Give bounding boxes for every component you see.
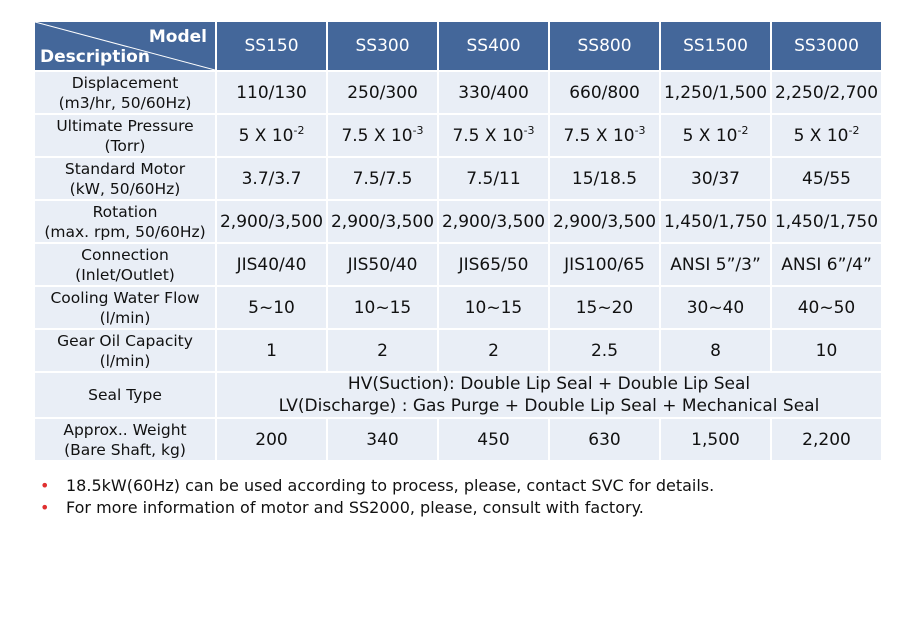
table-cell: JIS100/65 bbox=[550, 244, 659, 285]
table-cell: 7.5/7.5 bbox=[328, 158, 437, 199]
row-label-title: Displacement bbox=[71, 73, 179, 92]
row-label bbox=[35, 419, 215, 460]
row-label-title: Connection bbox=[81, 245, 169, 264]
row-label-unit: (Torr) bbox=[104, 136, 146, 155]
row-label bbox=[35, 287, 215, 328]
spec-row bbox=[35, 72, 881, 113]
bullet-icon: • bbox=[40, 498, 50, 517]
table-cell: 2,200 bbox=[772, 419, 881, 460]
footnotes bbox=[40, 475, 714, 519]
table-cell: 40~50 bbox=[772, 287, 881, 328]
row-label bbox=[35, 201, 215, 242]
table-cell: 1 bbox=[217, 330, 326, 371]
table-cell: 15/18.5 bbox=[550, 158, 659, 199]
table-cell bbox=[661, 115, 770, 156]
table-cell: 1,450/1,750 bbox=[661, 201, 770, 242]
row-label bbox=[35, 115, 215, 156]
row-label-unit: (Bare Shaft, kg) bbox=[64, 440, 186, 459]
row-label bbox=[35, 72, 215, 113]
row-label-title: Gear Oil Capacity bbox=[57, 331, 193, 350]
table-cell: 2.5 bbox=[550, 330, 659, 371]
table-cell: 2,900/3,500 bbox=[328, 201, 437, 242]
spec-row bbox=[35, 244, 881, 285]
table-cell: 2 bbox=[328, 330, 437, 371]
table-cell: 3.7/3.7 bbox=[217, 158, 326, 199]
row-label bbox=[35, 330, 215, 371]
table-cell: 200 bbox=[217, 419, 326, 460]
table-cell: 1,500 bbox=[661, 419, 770, 460]
pressure-base: 5 X 10 bbox=[682, 125, 738, 146]
pressure-base: 5 X 10 bbox=[793, 125, 849, 146]
table-cell: 450 bbox=[439, 419, 548, 460]
model-header: SS150 bbox=[217, 22, 326, 70]
table-cell: 2,900/3,500 bbox=[439, 201, 548, 242]
table-cell: 630 bbox=[550, 419, 659, 460]
model-header: SS3000 bbox=[772, 22, 881, 70]
corner-model-label: Model bbox=[148, 27, 207, 47]
footnote bbox=[40, 497, 714, 519]
table-cell: JIS65/50 bbox=[439, 244, 548, 285]
table-cell: 30/37 bbox=[661, 158, 770, 199]
bullet-icon: • bbox=[40, 476, 50, 495]
footnote-text: 18.5kW(60Hz) can be used according to process, please, contact SVC for details. bbox=[66, 476, 715, 495]
table-cell: 2 bbox=[439, 330, 548, 371]
spec-table bbox=[33, 20, 883, 462]
table-cell: JIS40/40 bbox=[217, 244, 326, 285]
table-cell bbox=[328, 115, 437, 156]
seal-hv-text: HV(Suction): Double Lip Seal + Double Lip Seal bbox=[347, 374, 751, 394]
table-cell: 7.5/11 bbox=[439, 158, 548, 199]
table-cell: ANSI 6”/4” bbox=[772, 244, 881, 285]
table-cell bbox=[217, 115, 326, 156]
row-label bbox=[35, 244, 215, 285]
spec-row bbox=[35, 158, 881, 199]
table-cell: 250/300 bbox=[328, 72, 437, 113]
table-cell: 30~40 bbox=[661, 287, 770, 328]
pressure-base: 7.5 X 10 bbox=[563, 125, 635, 146]
model-header: SS300 bbox=[328, 22, 437, 70]
row-label-title: Seal Type bbox=[88, 386, 162, 404]
table-cell: ANSI 5”/3” bbox=[661, 244, 770, 285]
seal-cell bbox=[217, 373, 881, 417]
row-label-title: Rotation bbox=[92, 202, 158, 221]
table-cell: 10 bbox=[772, 330, 881, 371]
corner-description-label: Description bbox=[40, 47, 150, 67]
pressure-exponent: -3 bbox=[634, 123, 646, 137]
table-cell: 45/55 bbox=[772, 158, 881, 199]
model-header: SS1500 bbox=[661, 22, 770, 70]
table-cell: 2,250/2,700 bbox=[772, 72, 881, 113]
table-cell: 8 bbox=[661, 330, 770, 371]
table-cell: 660/800 bbox=[550, 72, 659, 113]
row-label-unit: (max. rpm, 50/60Hz) bbox=[44, 222, 206, 241]
table-cell: 110/130 bbox=[217, 72, 326, 113]
row-label-unit: (kW, 50/60Hz) bbox=[69, 179, 181, 198]
model-header: SS800 bbox=[550, 22, 659, 70]
seal-row bbox=[35, 373, 881, 417]
spec-row bbox=[35, 201, 881, 242]
pressure-exponent: -2 bbox=[293, 123, 305, 137]
row-label-unit: (l/min) bbox=[99, 308, 151, 327]
table-cell: 330/400 bbox=[439, 72, 548, 113]
spec-row bbox=[35, 115, 881, 156]
table-cell: 1,250/1,500 bbox=[661, 72, 770, 113]
row-label bbox=[35, 158, 215, 199]
table-cell: 15~20 bbox=[550, 287, 659, 328]
footnote bbox=[40, 475, 714, 497]
table-cell: 10~15 bbox=[439, 287, 548, 328]
pressure-base: 5 X 10 bbox=[238, 125, 294, 146]
row-label-title: Approx.. Weight bbox=[63, 420, 187, 439]
spec-row bbox=[35, 287, 881, 328]
row-label-title: Ultimate Pressure bbox=[56, 116, 194, 135]
table-cell: 1,450/1,750 bbox=[772, 201, 881, 242]
model-header: SS400 bbox=[439, 22, 548, 70]
row-label bbox=[35, 373, 215, 417]
table-cell: 5~10 bbox=[217, 287, 326, 328]
pressure-exponent: -3 bbox=[523, 123, 535, 137]
row-label-title: Standard Motor bbox=[64, 159, 186, 178]
pressure-exponent: -2 bbox=[737, 123, 749, 137]
corner-header bbox=[35, 22, 215, 70]
spec-row bbox=[35, 419, 881, 460]
row-label-unit: (l/min) bbox=[99, 351, 151, 370]
pressure-exponent: -3 bbox=[412, 123, 424, 137]
table-cell: 340 bbox=[328, 419, 437, 460]
pressure-base: 7.5 X 10 bbox=[452, 125, 524, 146]
spec-row bbox=[35, 330, 881, 371]
table-cell bbox=[772, 115, 881, 156]
pressure-base: 7.5 X 10 bbox=[341, 125, 413, 146]
seal-lv-text: LV(Discharge) : Gas Purge + Double Lip Seal + Mechanical Seal bbox=[278, 396, 820, 416]
table-cell: 2,900/3,500 bbox=[217, 201, 326, 242]
footnote-text: For more information of motor and SS2000, please, consult with factory. bbox=[66, 498, 644, 517]
row-label-title: Cooling Water Flow bbox=[50, 288, 200, 307]
table-cell: JIS50/40 bbox=[328, 244, 437, 285]
table-cell: 2,900/3,500 bbox=[550, 201, 659, 242]
table-cell bbox=[550, 115, 659, 156]
row-label-unit: (m3/hr, 50/60Hz) bbox=[58, 93, 192, 112]
pressure-exponent: -2 bbox=[848, 123, 860, 137]
table-cell: 10~15 bbox=[328, 287, 437, 328]
row-label-unit: (Inlet/Outlet) bbox=[75, 265, 175, 284]
table-cell bbox=[439, 115, 548, 156]
header-row bbox=[35, 22, 881, 70]
